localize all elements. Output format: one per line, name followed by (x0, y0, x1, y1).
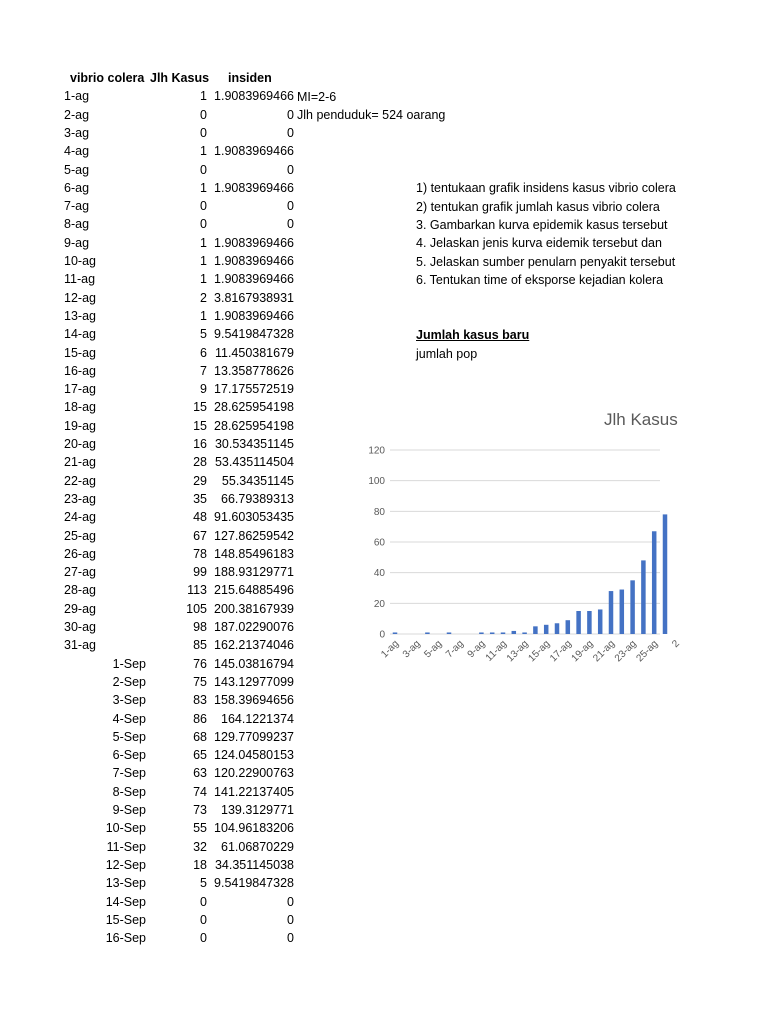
incidence-cell[interactable]: 17.175572519 (214, 382, 294, 397)
incidence-cell[interactable]: 66.79389313 (221, 491, 294, 506)
cases-cell[interactable]: 48 (193, 510, 207, 525)
cases-cell[interactable]: 67 (193, 528, 207, 543)
date-cell[interactable]: 17-ag (64, 382, 96, 397)
cases-cell[interactable]: 32 (193, 839, 207, 854)
cases-cell[interactable]: 0 (200, 162, 207, 177)
cases-cell[interactable]: 65 (193, 748, 207, 763)
cases-cell[interactable]: 28 (193, 455, 207, 470)
cases-cell[interactable]: 0 (200, 125, 207, 140)
bar-24-ag[interactable] (641, 560, 646, 634)
incidence-cell[interactable]: 0 (287, 217, 294, 232)
date-cell[interactable]: 2-Sep (112, 674, 146, 689)
date-cell[interactable]: 18-ag (64, 400, 96, 415)
date-cell[interactable]: 11-ag (64, 272, 96, 287)
date-cell[interactable]: 3-ag (64, 125, 90, 140)
incidence-cell[interactable]: 0 (287, 125, 294, 140)
incidence-cell[interactable]: 120.22900763 (214, 766, 294, 781)
date-cell[interactable]: 6-Sep (112, 748, 146, 763)
x-tick-label: 19-ag (569, 638, 596, 665)
incidence-cell[interactable]: 1.9083969466 (214, 89, 294, 104)
cases-cell[interactable]: 7 (200, 363, 207, 378)
date-cell[interactable]: 15-ag (64, 345, 96, 360)
cases-cell[interactable]: 55 (193, 821, 207, 836)
question-5[interactable]: 5. Jelaskan sumber penularn penyakit tersebut (416, 255, 676, 269)
incidence-cell[interactable]: 9.5419847328 (214, 327, 294, 342)
question-6[interactable]: 6. Tentukan time of eksporse kejadian kolera (416, 273, 664, 287)
date-cell[interactable]: 13-ag (64, 308, 96, 323)
x-tick-label: 2 (670, 638, 682, 651)
header-vibrio-colera[interactable]: vibrio colera (70, 71, 145, 85)
date-cell[interactable]: 29-ag (64, 601, 96, 616)
incidence-cell[interactable]: 215.64885496 (214, 583, 294, 598)
incidence-cell[interactable]: 145.03816794 (214, 656, 294, 671)
date-cell[interactable]: 24-ag (64, 510, 96, 525)
date-cell[interactable]: 4-Sep (112, 711, 146, 726)
cases-cell[interactable]: 105 (186, 601, 207, 616)
date-cell[interactable]: 16-ag (64, 363, 96, 378)
cases-cell[interactable]: 9 (200, 382, 207, 397)
incidence-cell[interactable]: 162.21374046 (214, 638, 294, 653)
bar-10-ag[interactable] (490, 632, 495, 634)
cases-cell[interactable]: 63 (193, 766, 207, 781)
cases-cell[interactable]: 1 (200, 308, 207, 323)
cases-cell[interactable]: 85 (193, 638, 207, 653)
bar-20-ag[interactable] (598, 609, 603, 634)
bar-25-ag[interactable] (652, 531, 657, 634)
y-tick-label: 60 (373, 537, 385, 549)
date-cell[interactable]: 10-ag (64, 254, 96, 268)
incidence-cell[interactable]: 28.625954198 (214, 418, 294, 433)
mi-note[interactable]: MI=2-6 (297, 90, 337, 104)
bar-11-ag[interactable] (501, 632, 506, 634)
cases-cell[interactable]: 0 (200, 894, 207, 909)
cases-cell[interactable]: 5 (200, 876, 207, 891)
chart-plot (360, 405, 682, 685)
question-2[interactable]: 2) tentukan grafik jumlah kasus vibrio colera (416, 200, 660, 214)
date-cell[interactable]: 27-ag (64, 565, 96, 580)
question-3[interactable]: 3. Gambarkan kurva epidemik kasus tersebut (416, 218, 668, 232)
incidence-cell[interactable]: 148.85496183 (214, 546, 294, 561)
date-cell[interactable]: 22-ag (64, 473, 96, 488)
x-tick-label: 13-ag (504, 638, 531, 665)
date-cell[interactable]: 9-Sep (112, 803, 146, 817)
cases-cell[interactable]: 1 (200, 272, 207, 287)
date-cell[interactable]: 12-ag (64, 290, 96, 305)
date-cell[interactable]: 11-Sep (106, 839, 146, 854)
y-tick-label: 40 (373, 568, 385, 580)
incidence-cell[interactable]: 0 (287, 931, 294, 946)
date-cell[interactable]: 5-ag (64, 162, 90, 177)
date-cell[interactable]: 21-ag (64, 455, 96, 470)
incidence-cell[interactable]: 34.351145038 (214, 857, 294, 872)
incidence-cell[interactable]: 188.93129771 (214, 565, 294, 580)
cases-cell[interactable]: 75 (193, 674, 207, 689)
incidence-cell[interactable]: 1.9083969466 (214, 272, 294, 287)
bar-23-ag[interactable] (630, 580, 635, 634)
date-cell[interactable]: 4-ag (64, 144, 90, 159)
bar-21-ag[interactable] (609, 591, 614, 634)
x-tick-label: 11-ag (483, 638, 510, 664)
incidence-cell[interactable]: 139.3129771 (221, 803, 294, 817)
date-cell[interactable]: 1-Sep (112, 656, 146, 671)
bar-18-ag[interactable] (576, 611, 581, 634)
bar-16-ag[interactable] (555, 623, 560, 634)
header-jlh-kasus[interactable]: Jlh Kasus (150, 71, 210, 85)
cases-cell[interactable]: 0 (200, 912, 207, 927)
date-cell[interactable]: 6-ag (64, 180, 90, 195)
incidence-cell[interactable]: 0 (287, 912, 294, 927)
x-tick-label: 7-ag (443, 638, 466, 661)
bar-19-ag[interactable] (587, 611, 592, 634)
header-insiden[interactable]: insiden (228, 71, 272, 85)
date-cell[interactable]: 31-ag (64, 638, 96, 653)
bar-14-ag[interactable] (533, 626, 538, 634)
date-cell[interactable]: 19-ag (64, 418, 96, 433)
bar-17-ag[interactable] (566, 620, 571, 634)
date-cell[interactable]: 7-ag (64, 199, 90, 214)
bar-22-ag[interactable] (620, 590, 625, 634)
bar-12-ag[interactable] (512, 631, 517, 634)
cases-cell[interactable]: 15 (193, 418, 207, 433)
cases-cell[interactable]: 5 (200, 327, 207, 342)
chart-title: Jlh Kasus (604, 410, 678, 429)
incidence-cell[interactable]: 0 (287, 162, 294, 177)
incidence-cell[interactable]: 30.534351145 (214, 437, 294, 451)
cases-cell[interactable]: 68 (193, 729, 207, 744)
date-cell[interactable]: 15-Sep (105, 912, 146, 927)
date-cell[interactable]: 2-ag (64, 107, 90, 122)
incidence-cell[interactable]: 28.625954198 (214, 400, 294, 415)
bar-1-ag[interactable] (393, 632, 398, 634)
date-cell[interactable]: 20-ag (64, 437, 96, 451)
y-tick-label: 80 (373, 506, 385, 518)
cases-cell[interactable]: 29 (193, 473, 207, 488)
date-cell[interactable]: 16-Sep (105, 931, 146, 946)
incidence-cell[interactable]: 104.96183206 (214, 821, 294, 836)
incidence-cell[interactable]: 200.38167939 (214, 601, 294, 616)
date-cell[interactable]: 8-ag (64, 217, 90, 232)
incidence-cell[interactable]: 91.603053435 (214, 510, 294, 525)
x-tick-label: 1-ag (379, 638, 402, 661)
incidence-cell[interactable]: 13.358778626 (214, 363, 294, 378)
incidence-cell[interactable]: 127.86259542 (214, 528, 294, 543)
bar-6-ag[interactable] (447, 632, 452, 634)
y-tick-label: 120 (368, 445, 385, 457)
cases-cell[interactable]: 0 (200, 217, 207, 232)
date-cell[interactable]: 3-Sep (112, 693, 146, 708)
cases-cell[interactable]: 18 (193, 857, 207, 872)
incidence-cell[interactable]: 0 (287, 199, 294, 214)
incidence-cell[interactable]: 11.450381679 (214, 345, 294, 360)
bar-4-ag[interactable] (425, 632, 430, 634)
population-note[interactable]: Jlh penduduk= 524 oarang (297, 108, 446, 122)
cases-cell[interactable]: 78 (193, 546, 207, 561)
bar-9-ag[interactable] (479, 632, 484, 634)
incidence-cell[interactable]: 55.34351145 (221, 473, 294, 488)
incidence-cell[interactable]: 158.39694656 (214, 693, 294, 708)
cases-cell[interactable]: 73 (193, 803, 207, 817)
cases-cell[interactable]: 0 (200, 931, 207, 946)
incidence-cell[interactable]: 0 (287, 894, 294, 909)
y-tick-label: 100 (368, 476, 385, 488)
incidence-cell[interactable]: 1.9083969466 (214, 180, 294, 195)
bar-15-ag[interactable] (544, 625, 549, 634)
incidence-cell[interactable]: 124.04580153 (214, 748, 294, 763)
cases-cell[interactable]: 1 (200, 180, 207, 195)
cases-cell[interactable]: 113 (187, 583, 207, 598)
cases-cell[interactable]: 15 (193, 400, 207, 415)
date-cell[interactable]: 5-Sep (112, 729, 146, 744)
cases-cell[interactable]: 2 (200, 290, 207, 305)
cases-cell[interactable]: 16 (193, 437, 207, 451)
cases-cell[interactable]: 1 (200, 89, 207, 104)
cases-cell[interactable]: 74 (193, 784, 207, 799)
cases-cell[interactable]: 86 (193, 711, 207, 726)
incidence-cell[interactable]: 1.9083969466 (214, 308, 294, 323)
x-tick-label: 15-ag (526, 638, 553, 665)
cases-cell[interactable]: 1 (200, 254, 207, 268)
date-cell[interactable]: 8-Sep (112, 784, 146, 799)
y-tick-label: 20 (373, 598, 385, 610)
date-cell[interactable]: 25-ag (64, 528, 96, 543)
formula-numerator[interactable]: Jumlah kasus baru (416, 328, 530, 342)
question-4[interactable]: 4. Jelaskan jenis kurva eidemik tersebut dan (416, 236, 662, 250)
cases-cell[interactable]: 76 (193, 656, 207, 671)
cases-cell[interactable]: 1 (200, 144, 207, 159)
x-tick-label: 9-ag (465, 638, 488, 661)
x-tick-label: 25-ag (634, 638, 661, 665)
x-tick-label: 17-ag (548, 638, 574, 665)
question-1[interactable]: 1) tentukaan grafik insidens kasus vibrio colera (416, 181, 676, 195)
incidence-cell[interactable]: 3.8167938931 (214, 290, 294, 305)
x-tick-label: 21-ag (591, 638, 618, 665)
incidence-cell[interactable]: 9.5419847328 (214, 876, 294, 891)
bar-13-ag[interactable] (522, 632, 527, 634)
x-tick-label: 3-ag (400, 638, 423, 661)
date-cell[interactable]: 14-Sep (105, 894, 146, 909)
date-cell[interactable]: 10-Sep (105, 821, 146, 836)
cases-cell[interactable]: 83 (193, 693, 207, 708)
cases-cell[interactable]: 1 (200, 235, 207, 250)
date-cell[interactable]: 14-ag (64, 327, 96, 342)
bar-26-ag[interactable] (663, 514, 668, 634)
x-tick-label: 5-ag (422, 638, 445, 661)
incidence-cell[interactable]: 129.77099237 (214, 729, 294, 744)
cases-cell[interactable]: 0 (200, 107, 207, 122)
incidence-cell[interactable]: 1.9083969466 (214, 235, 294, 250)
cases-cell[interactable]: 0 (200, 199, 207, 214)
cases-cell[interactable]: 98 (193, 620, 207, 634)
date-cell[interactable]: 30-ag (64, 620, 96, 634)
y-tick-label: 0 (379, 629, 385, 641)
incidence-cell[interactable]: 0 (287, 107, 294, 122)
incidence-cell[interactable]: 61.06870229 (221, 839, 294, 854)
cases-cell[interactable]: 99 (193, 565, 207, 580)
date-cell[interactable]: 7-Sep (112, 766, 146, 781)
incidence-cell[interactable]: 164.1221374 (221, 711, 294, 726)
date-cell[interactable]: 26-ag (64, 546, 96, 561)
date-cell[interactable]: 23-ag (64, 491, 96, 506)
incidence-cell[interactable]: 53.435114504 (214, 455, 294, 470)
date-cell[interactable]: 13-Sep (105, 876, 146, 891)
date-cell[interactable]: 1-ag (64, 89, 90, 104)
date-cell[interactable]: 9-ag (64, 235, 90, 250)
incidence-cell[interactable]: 143.12977099 (214, 674, 294, 689)
x-tick-label: 23-ag (612, 638, 639, 665)
date-cell[interactable]: 12-Sep (105, 857, 146, 872)
cases-cell[interactable]: 6 (200, 345, 207, 360)
cases-chart[interactable] (360, 405, 682, 685)
date-cell[interactable]: 28-ag (64, 583, 96, 598)
incidence-cell[interactable]: 1.9083969466 (214, 144, 294, 159)
cases-cell[interactable]: 35 (193, 491, 207, 506)
incidence-cell[interactable]: 141.22137405 (214, 784, 294, 799)
incidence-cell[interactable]: 187.02290076 (214, 620, 294, 634)
formula-denominator[interactable]: jumlah pop (416, 347, 478, 361)
incidence-cell[interactable]: 1.9083969466 (214, 254, 294, 268)
